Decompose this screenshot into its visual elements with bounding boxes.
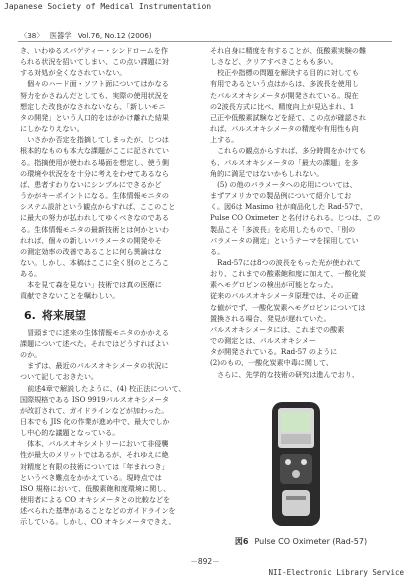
figure-label: 図6 bbox=[234, 536, 249, 546]
left-column bbox=[20, 45, 202, 528]
page-header bbox=[20, 31, 156, 41]
section-title: 将来展望 bbox=[41, 308, 86, 322]
page-ref: 〈38〉 bbox=[20, 31, 44, 40]
body-paragraph: き、いわゆるスパゲティー・シンドロームを作 られる状況を招いてしまい、この点い課題に対 する対処が全くなされていない。 個々のハード面・ソフト面についてはかなる 努力をかさねんだとしても、実際の使用状況を 想定した改良がなされないなら、「新しいモニ タの開発」という人口的をはがかけ離れた結果 にしかなりえない。 いさかか否定を指摘してしまったが、じつは 根本的なものも本大な課題がここに記されてい る。指摘使用が使われる場面を想定し、使う側 の環境や状況をを十分に考えをわせてあるなら ば、患者すわりないにシンプルにできるかど うかがキーポイントになる。生体情報モニタの システム設計という観点からすれば、ここのこと に最大の努力が払われしてゆくべきなのである る。生体情報モニタの最新技術とは何かといわ れれば、個々の新しいパラメータの開発やそ の測定効率の改善であることに何ら異論はな ない。しかし、本稿はここに全く別のところこ ある。 本を見て森を見ない」技術では真の医療に 貢献できないことを嘱わしい。 bbox=[20, 46, 176, 301]
body-paragraph: それ自身に精度を有することが、低酸素実験の難 しさなど、クリアすべきこともも多い。 校正や指標の問題を解決する目的に対しても 有用であるという点はからは、多波長を使用し たパルスオキシメータが開発されている。現在 の2波長方式に比べ、精度向上が見込まれ、1 己正や低酸素試験などを経て、この点が確認され れば、パルスオキシメータの精度や有用性も向 上する。 これらの観点からすれば、多分時間をかけても も、パルスオキシメータの「最大の課題」を多 角的に満足ではないかもしれない。 (5) の他のパラメータへの応用については、 まずアメリカでの製品例について紹介してお く。図6は Masimo 社が商品化した Rad-57で、 Pulse CO Oximeter と名付けられる。じつは、この 製品こそ「多波長」を応用したもので、「別の パラメータの測定」というテーマを採用してい る。 Rad-57には8つの波長をもった光が使われて おり、これまでの酸素飽和度に加えて、一酸化炭 素ヘモグロビンの検出が可能となった。 従来のパルスオキシメータ原理では、その正確 な値がでず、一酸化炭素ヘモグロビンについては 置換される場合、発見が遅れていた。 パルスオキシメータには、これまでの酸素 での測定とは、パルスオキシメー タが開発されている。Rad-57 のように (2)のもの、一酸化炭素中毒に関して、 さらに、先学的な技術の研究は進んでおり、 bbox=[210, 46, 381, 379]
society-name: Japanese Society of Medical Instrumentation bbox=[4, 2, 212, 11]
figure-caption-text: Pulse CO Oximeter (Rad-57) bbox=[254, 536, 368, 546]
section-number: 6. bbox=[24, 308, 36, 322]
footer-service: NII-Electronic Library Service bbox=[268, 568, 404, 577]
page-number: －892－ bbox=[190, 557, 220, 566]
volume-info: Vol.76, No.12 (2006) bbox=[77, 31, 152, 40]
header-rule bbox=[18, 41, 392, 42]
figure-caption bbox=[210, 536, 392, 547]
journal-name: 医器学 bbox=[49, 31, 72, 40]
figure bbox=[210, 386, 392, 558]
oximeter-device-image bbox=[266, 400, 326, 528]
right-column bbox=[210, 45, 392, 558]
body-paragraph: 冒頭までに述来の生体情報モニタのかかえる 課題について述べた。それではどうすればよい のか。 まずは、最近のパルスオキシメータの状況に ついて記しておきたい。 前述4章で解説したように、(4) 校正法について、 国際規格である ISO 9919パルスオキシメータ が改訂されて、ガイドラインなどが加わった。 日本でも JIS 化の作業が進め中で、最大でしか し中心的な議題となっている。 体本、パルスオキシメトリーにおいて非侵襲 性が最大のメリットではあるが、それゆえに絶 対精度と有限の技術については「年まれつき」 というべき難点をかかえている。現時点では ISO 規格において、低酸素飽和度環境に関し、 使用者による CO オキシメータとの比較などを 述べられた基準があることなどのガイドラインを 示している。しかし、CO オキシメータできえ、 bbox=[20, 327, 186, 527]
section-heading bbox=[24, 310, 202, 321]
